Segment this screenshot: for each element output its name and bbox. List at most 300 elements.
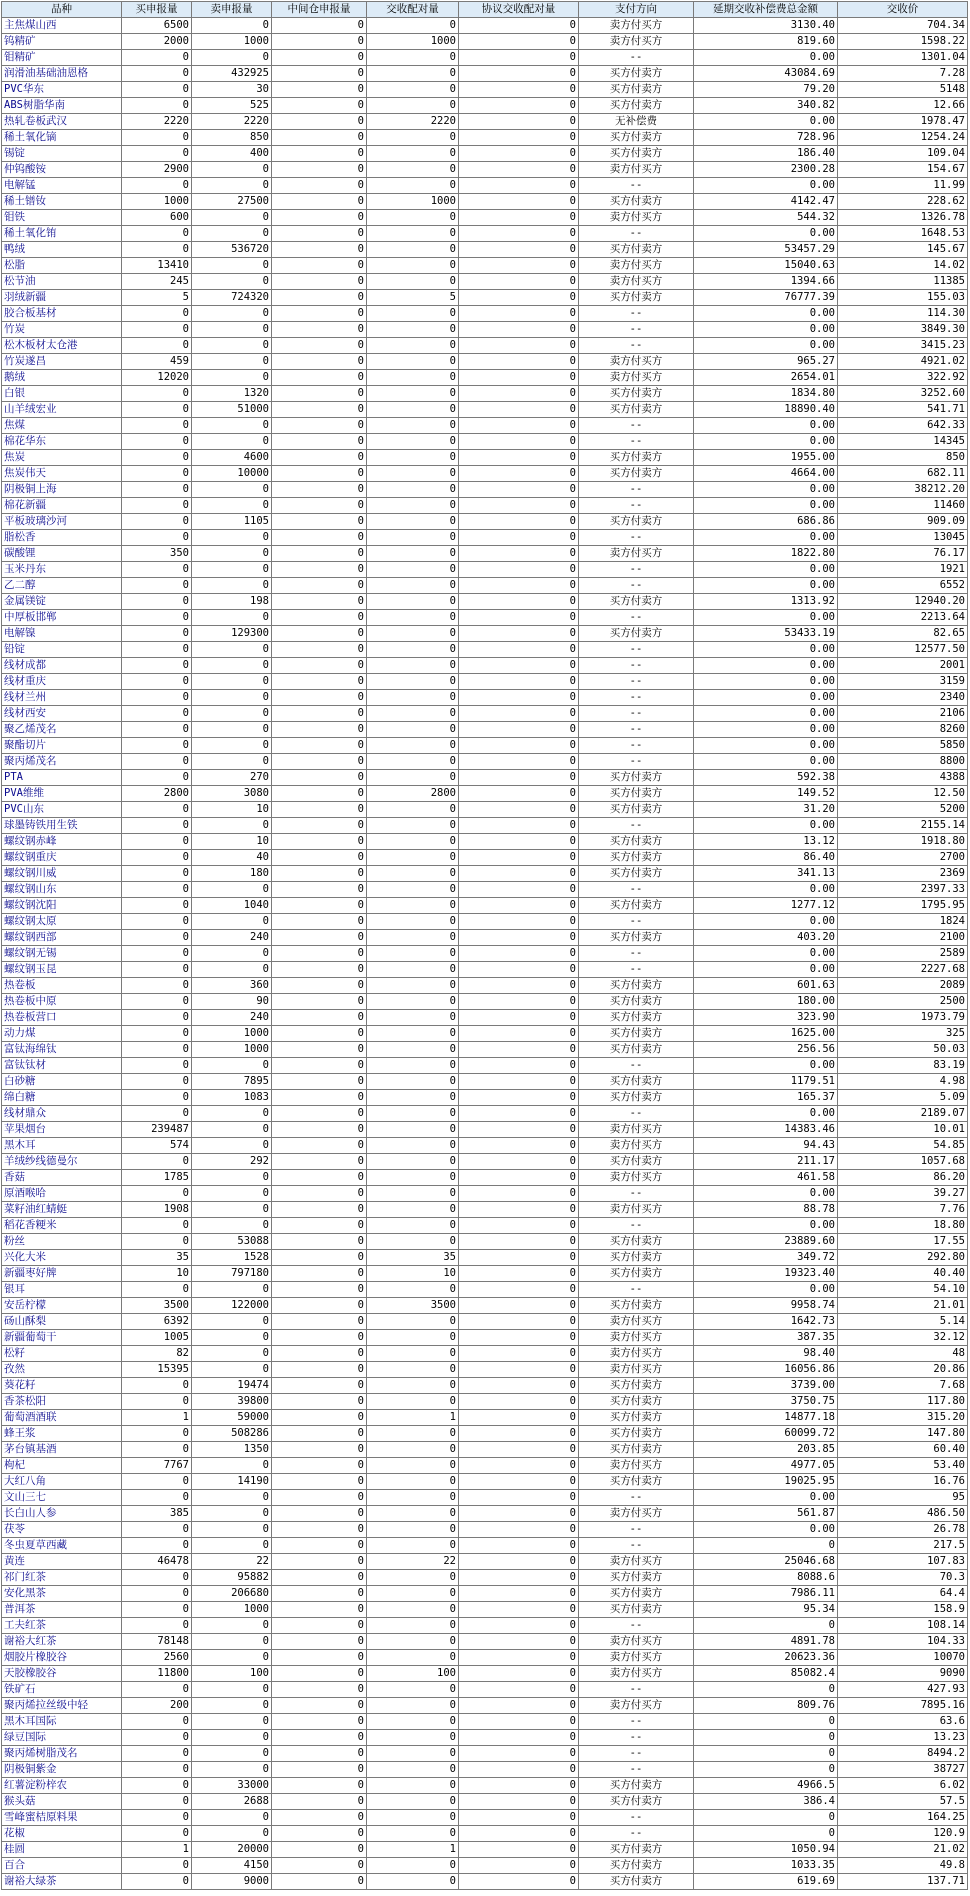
middle-qty-cell: 0 — [272, 98, 367, 114]
product-name-cell: 原酒喉哈 — [2, 1186, 122, 1202]
product-name-cell: 电解锰 — [2, 178, 122, 194]
table-row — [2, 1330, 968, 1346]
agreement-qty-cell: 0 — [459, 626, 579, 642]
pay-direction-cell: -- — [579, 1186, 694, 1202]
pay-direction-cell: 买方付卖方 — [579, 1266, 694, 1282]
pay-direction-cell: 买方付卖方 — [579, 1570, 694, 1586]
buy-qty-cell: 239487 — [122, 1122, 192, 1138]
match-qty-cell: 0 — [367, 322, 459, 338]
product-name-cell: 仲钨酸铵 — [2, 162, 122, 178]
middle-qty-cell: 0 — [272, 1218, 367, 1234]
pay-direction-cell: -- — [579, 642, 694, 658]
table-row — [2, 370, 968, 386]
sell-qty-cell: 1000 — [192, 34, 272, 50]
match-qty-cell: 0 — [367, 1170, 459, 1186]
match-qty-cell: 0 — [367, 1362, 459, 1378]
match-qty-cell: 0 — [367, 1490, 459, 1506]
pay-direction-cell: -- — [579, 338, 694, 354]
sell-qty-cell: 0 — [192, 818, 272, 834]
table-row — [2, 1442, 968, 1458]
pay-direction-cell: 买方付卖方 — [579, 1234, 694, 1250]
sell-qty-cell: 0 — [192, 1106, 272, 1122]
match-qty-cell: 0 — [367, 1458, 459, 1474]
match-qty-cell: 0 — [367, 306, 459, 322]
agreement-qty-cell: 0 — [459, 114, 579, 130]
match-qty-cell: 0 — [367, 1618, 459, 1634]
agreement-qty-cell: 0 — [459, 1122, 579, 1138]
compensation-amount-cell: 340.82 — [694, 98, 838, 114]
product-name-cell: 葵花籽 — [2, 1378, 122, 1394]
delivery-price-cell: 12940.20 — [838, 594, 968, 610]
pay-direction-cell: 卖方付买方 — [579, 1122, 694, 1138]
product-name-cell: 稻花香粳米 — [2, 1218, 122, 1234]
delivery-price-cell: 39.27 — [838, 1186, 968, 1202]
agreement-qty-cell: 0 — [459, 1314, 579, 1330]
compensation-amount-cell: 1179.51 — [694, 1074, 838, 1090]
buy-qty-cell: 0 — [122, 338, 192, 354]
agreement-qty-cell: 0 — [459, 690, 579, 706]
delivery-price-cell: 1921 — [838, 562, 968, 578]
compensation-amount-cell: 86.40 — [694, 850, 838, 866]
middle-qty-cell: 0 — [272, 978, 367, 994]
buy-qty-cell: 2000 — [122, 34, 192, 50]
buy-qty-cell: 0 — [122, 802, 192, 818]
pay-direction-cell: 买方付卖方 — [579, 82, 694, 98]
delivery-price-cell: 49.8 — [838, 1858, 968, 1874]
compensation-amount-cell: 0.00 — [694, 1282, 838, 1298]
delivery-price-cell: 5200 — [838, 802, 968, 818]
buy-qty-cell: 0 — [122, 1026, 192, 1042]
delivery-price-cell: 7.28 — [838, 66, 968, 82]
middle-qty-cell: 0 — [272, 306, 367, 322]
match-qty-cell: 0 — [367, 370, 459, 386]
middle-qty-cell: 0 — [272, 914, 367, 930]
product-name-cell: 稀土氧化镝 — [2, 130, 122, 146]
compensation-amount-cell: 4977.05 — [694, 1458, 838, 1474]
delivery-price-cell: 12.66 — [838, 98, 968, 114]
match-qty-cell: 0 — [367, 1074, 459, 1090]
table-row — [2, 1826, 968, 1842]
sell-qty-cell: 0 — [192, 1618, 272, 1634]
middle-qty-cell: 0 — [272, 1634, 367, 1650]
buy-qty-cell: 0 — [122, 1442, 192, 1458]
agreement-qty-cell: 0 — [459, 1506, 579, 1522]
match-qty-cell: 0 — [367, 658, 459, 674]
table-row — [2, 1762, 968, 1778]
middle-qty-cell: 0 — [272, 1122, 367, 1138]
product-name-cell: 棉花华东 — [2, 434, 122, 450]
match-qty-cell: 0 — [367, 530, 459, 546]
pay-direction-cell: 买方付卖方 — [579, 850, 694, 866]
product-name-cell: 胶合板基材 — [2, 306, 122, 322]
sell-qty-cell: 0 — [192, 434, 272, 450]
header-row — [2, 2, 968, 18]
table-row — [2, 322, 968, 338]
delivery-price-cell: 158.9 — [838, 1602, 968, 1618]
sell-qty-cell: 0 — [192, 1122, 272, 1138]
delivery-price-cell: 541.71 — [838, 402, 968, 418]
pay-direction-cell: 买方付卖方 — [579, 1378, 694, 1394]
product-name-cell: 铅锭 — [2, 642, 122, 658]
sell-qty-cell: 95882 — [192, 1570, 272, 1586]
match-qty-cell: 0 — [367, 1682, 459, 1698]
compensation-amount-cell: 0.00 — [694, 418, 838, 434]
middle-qty-cell: 0 — [272, 514, 367, 530]
compensation-amount-cell: 0.00 — [694, 50, 838, 66]
compensation-amount-cell: 0 — [694, 1810, 838, 1826]
sell-qty-cell: 1105 — [192, 514, 272, 530]
sell-qty-cell: 0 — [192, 338, 272, 354]
product-name-cell: 谢裕大绿茶 — [2, 1874, 122, 1890]
buy-qty-cell: 245 — [122, 274, 192, 290]
middle-qty-cell: 0 — [272, 1874, 367, 1890]
delivery-price-cell: 60.40 — [838, 1442, 968, 1458]
buy-qty-cell: 2800 — [122, 786, 192, 802]
sell-qty-cell: 0 — [192, 370, 272, 386]
middle-qty-cell: 0 — [272, 1394, 367, 1410]
agreement-qty-cell: 0 — [459, 130, 579, 146]
product-name-cell: 脂松香 — [2, 530, 122, 546]
sell-qty-cell: 0 — [192, 162, 272, 178]
compensation-amount-cell: 728.96 — [694, 130, 838, 146]
table-row — [2, 386, 968, 402]
buy-qty-cell: 0 — [122, 1234, 192, 1250]
compensation-amount-cell: 0.00 — [694, 114, 838, 130]
agreement-qty-cell: 0 — [459, 1650, 579, 1666]
table-row — [2, 546, 968, 562]
pay-direction-cell: 买方付卖方 — [579, 1010, 694, 1026]
compensation-amount-cell: 0.00 — [694, 882, 838, 898]
delivery-price-cell: 2213.64 — [838, 610, 968, 626]
table-row — [2, 482, 968, 498]
pay-direction-cell: -- — [579, 1810, 694, 1826]
compensation-amount-cell: 341.13 — [694, 866, 838, 882]
agreement-qty-cell: 0 — [459, 482, 579, 498]
product-name-cell: 富钛钛材 — [2, 1058, 122, 1074]
sell-qty-cell: 0 — [192, 754, 272, 770]
buy-qty-cell: 35 — [122, 1250, 192, 1266]
sell-qty-cell: 0 — [192, 418, 272, 434]
buy-qty-cell: 0 — [122, 690, 192, 706]
agreement-qty-cell: 0 — [459, 946, 579, 962]
pay-direction-cell: -- — [579, 1746, 694, 1762]
sell-qty-cell: 100 — [192, 1666, 272, 1682]
agreement-qty-cell: 0 — [459, 210, 579, 226]
agreement-qty-cell: 0 — [459, 738, 579, 754]
pay-direction-cell: 卖方付买方 — [579, 162, 694, 178]
table-row — [2, 722, 968, 738]
agreement-qty-cell: 0 — [459, 1394, 579, 1410]
pay-direction-cell: 卖方付买方 — [579, 274, 694, 290]
buy-qty-cell: 0 — [122, 498, 192, 514]
product-name-cell: 粉丝 — [2, 1234, 122, 1250]
pay-direction-cell: -- — [579, 882, 694, 898]
buy-qty-cell: 0 — [122, 738, 192, 754]
product-name-cell: 热轧卷板武汉 — [2, 114, 122, 130]
product-name-cell: 菜籽油红蜻蜓 — [2, 1202, 122, 1218]
table-row — [2, 834, 968, 850]
product-name-cell: 安岳柠檬 — [2, 1298, 122, 1314]
sell-qty-cell: 0 — [192, 1650, 272, 1666]
buy-qty-cell: 0 — [122, 962, 192, 978]
middle-qty-cell: 0 — [272, 210, 367, 226]
pay-direction-cell: -- — [579, 1106, 694, 1122]
buy-qty-cell: 0 — [122, 1218, 192, 1234]
product-name-cell: 葡萄酒酒联 — [2, 1410, 122, 1426]
product-name-cell: 桂圆 — [2, 1842, 122, 1858]
buy-qty-cell: 0 — [122, 994, 192, 1010]
table-row — [2, 1650, 968, 1666]
middle-qty-cell: 0 — [272, 1858, 367, 1874]
product-name-cell: 阴极铜紫金 — [2, 1762, 122, 1778]
table-row — [2, 338, 968, 354]
delivery-price-cell: 2155.14 — [838, 818, 968, 834]
pay-direction-cell: -- — [579, 1714, 694, 1730]
sell-qty-cell: 0 — [192, 1346, 272, 1362]
product-name-cell: 茅台镇基酒 — [2, 1442, 122, 1458]
product-name-cell: 烟胶片橡胶谷 — [2, 1650, 122, 1666]
table-row — [2, 466, 968, 482]
pay-direction-cell: -- — [579, 418, 694, 434]
match-qty-cell: 0 — [367, 1634, 459, 1650]
pay-direction-cell: 卖方付买方 — [579, 370, 694, 386]
product-name-cell: 兴化大米 — [2, 1250, 122, 1266]
buy-qty-cell: 0 — [122, 66, 192, 82]
buy-qty-cell: 1005 — [122, 1330, 192, 1346]
pay-direction-cell: 无补偿费 — [579, 114, 694, 130]
buy-qty-cell: 0 — [122, 1426, 192, 1442]
delivery-price-cell: 1918.80 — [838, 834, 968, 850]
middle-qty-cell: 0 — [272, 194, 367, 210]
agreement-qty-cell: 0 — [459, 642, 579, 658]
table-row — [2, 914, 968, 930]
agreement-qty-cell: 0 — [459, 306, 579, 322]
table-row — [2, 690, 968, 706]
table-row — [2, 1058, 968, 1074]
buy-qty-cell: 459 — [122, 354, 192, 370]
delivery-price-cell: 486.50 — [838, 1506, 968, 1522]
agreement-qty-cell: 0 — [459, 978, 579, 994]
pay-direction-cell: -- — [579, 498, 694, 514]
sell-qty-cell: 0 — [192, 178, 272, 194]
match-qty-cell: 0 — [367, 1122, 459, 1138]
sell-qty-cell: 1528 — [192, 1250, 272, 1266]
table-row — [2, 738, 968, 754]
compensation-amount-cell: 3750.75 — [694, 1394, 838, 1410]
middle-qty-cell: 0 — [272, 882, 367, 898]
match-qty-cell: 1 — [367, 1842, 459, 1858]
compensation-amount-cell: 0.00 — [694, 658, 838, 674]
match-qty-cell: 0 — [367, 82, 459, 98]
product-name-cell: PVA维维 — [2, 786, 122, 802]
product-name-cell: 黑木耳国际 — [2, 1714, 122, 1730]
buy-qty-cell: 2900 — [122, 162, 192, 178]
product-name-cell: 焦炭 — [2, 450, 122, 466]
pay-direction-cell: 卖方付买方 — [579, 258, 694, 274]
middle-qty-cell: 0 — [272, 418, 367, 434]
compensation-amount-cell: 544.32 — [694, 210, 838, 226]
agreement-qty-cell: 0 — [459, 994, 579, 1010]
buy-qty-cell: 0 — [122, 1730, 192, 1746]
buy-qty-cell: 0 — [122, 466, 192, 482]
sell-qty-cell: 0 — [192, 1282, 272, 1298]
agreement-qty-cell: 0 — [459, 1842, 579, 1858]
product-name-cell: 花椒 — [2, 1826, 122, 1842]
compensation-amount-cell: 165.37 — [694, 1090, 838, 1106]
agreement-qty-cell: 0 — [459, 1522, 579, 1538]
agreement-qty-cell: 0 — [459, 226, 579, 242]
sell-qty-cell: 0 — [192, 530, 272, 546]
middle-qty-cell: 0 — [272, 1458, 367, 1474]
agreement-qty-cell: 0 — [459, 1858, 579, 1874]
match-qty-cell: 0 — [367, 1650, 459, 1666]
sell-qty-cell: 4150 — [192, 1858, 272, 1874]
match-qty-cell: 0 — [367, 1330, 459, 1346]
middle-qty-cell: 0 — [272, 898, 367, 914]
buy-qty-cell: 2560 — [122, 1650, 192, 1666]
agreement-qty-cell: 0 — [459, 578, 579, 594]
delivery-price-cell: 5148 — [838, 82, 968, 98]
table-row — [2, 1474, 968, 1490]
agreement-qty-cell: 0 — [459, 834, 579, 850]
pay-direction-cell: 买方付卖方 — [579, 290, 694, 306]
sell-qty-cell: 53088 — [192, 1234, 272, 1250]
middle-qty-cell: 0 — [272, 834, 367, 850]
table-row — [2, 1778, 968, 1794]
delivery-price-cell: 228.62 — [838, 194, 968, 210]
match-qty-cell: 0 — [367, 258, 459, 274]
product-name-cell: 乙二醇 — [2, 578, 122, 594]
sell-qty-cell: 0 — [192, 946, 272, 962]
agreement-qty-cell: 0 — [459, 1042, 579, 1058]
delivery-price-cell: 109.04 — [838, 146, 968, 162]
match-qty-cell: 0 — [367, 1826, 459, 1842]
pay-direction-cell: -- — [579, 1762, 694, 1778]
pay-direction-cell: 买方付卖方 — [579, 402, 694, 418]
match-qty-cell: 0 — [367, 242, 459, 258]
header-sell-qty: 卖申报量 — [192, 2, 272, 18]
table-row — [2, 82, 968, 98]
sell-qty-cell: 270 — [192, 770, 272, 786]
compensation-amount-cell: 4891.78 — [694, 1634, 838, 1650]
agreement-qty-cell: 0 — [459, 1138, 579, 1154]
match-qty-cell: 0 — [367, 722, 459, 738]
sell-qty-cell: 206680 — [192, 1586, 272, 1602]
middle-qty-cell: 0 — [272, 258, 367, 274]
compensation-amount-cell: 16056.86 — [694, 1362, 838, 1378]
match-qty-cell: 0 — [367, 898, 459, 914]
middle-qty-cell: 0 — [272, 530, 367, 546]
table-row — [2, 1666, 968, 1682]
product-name-cell: 羽绒新疆 — [2, 290, 122, 306]
buy-qty-cell: 385 — [122, 1506, 192, 1522]
pay-direction-cell: 买方付卖方 — [579, 866, 694, 882]
product-name-cell: 锡锭 — [2, 146, 122, 162]
match-qty-cell: 5 — [367, 290, 459, 306]
match-qty-cell: 0 — [367, 1730, 459, 1746]
product-name-cell: 聚丙烯树脂茂名 — [2, 1746, 122, 1762]
match-qty-cell: 0 — [367, 1314, 459, 1330]
table-row — [2, 194, 968, 210]
product-name-cell: 铁矿石 — [2, 1682, 122, 1698]
header-product: 品种 — [2, 2, 122, 18]
sell-qty-cell: 0 — [192, 354, 272, 370]
buy-qty-cell: 0 — [122, 1058, 192, 1074]
pay-direction-cell: 卖方付买方 — [579, 1138, 694, 1154]
match-qty-cell: 0 — [367, 706, 459, 722]
table-row — [2, 1730, 968, 1746]
compensation-amount-cell: 1033.35 — [694, 1858, 838, 1874]
sell-qty-cell: 198 — [192, 594, 272, 610]
compensation-amount-cell: 386.4 — [694, 1794, 838, 1810]
agreement-qty-cell: 0 — [459, 418, 579, 434]
match-qty-cell: 3500 — [367, 1298, 459, 1314]
sell-qty-cell: 0 — [192, 1186, 272, 1202]
delivery-price-cell: 108.14 — [838, 1618, 968, 1634]
product-name-cell: 线材鼎众 — [2, 1106, 122, 1122]
agreement-qty-cell: 0 — [459, 898, 579, 914]
middle-qty-cell: 0 — [272, 1042, 367, 1058]
match-qty-cell: 0 — [367, 690, 459, 706]
agreement-qty-cell: 0 — [459, 338, 579, 354]
sell-qty-cell: 0 — [192, 1810, 272, 1826]
buy-qty-cell: 0 — [122, 1874, 192, 1890]
match-qty-cell: 0 — [367, 482, 459, 498]
sell-qty-cell: 508286 — [192, 1426, 272, 1442]
buy-qty-cell: 0 — [122, 50, 192, 66]
match-qty-cell: 0 — [367, 930, 459, 946]
table-row — [2, 994, 968, 1010]
compensation-amount-cell: 0.00 — [694, 642, 838, 658]
middle-qty-cell: 0 — [272, 18, 367, 34]
delivery-price-cell: 82.65 — [838, 626, 968, 642]
agreement-qty-cell: 0 — [459, 1170, 579, 1186]
delivery-price-cell: 14.02 — [838, 258, 968, 274]
match-qty-cell: 0 — [367, 882, 459, 898]
buy-qty-cell: 2220 — [122, 114, 192, 130]
buy-qty-cell: 0 — [122, 1394, 192, 1410]
pay-direction-cell: -- — [579, 1826, 694, 1842]
agreement-qty-cell: 0 — [459, 1218, 579, 1234]
sell-qty-cell: 4600 — [192, 450, 272, 466]
compensation-amount-cell: 7986.11 — [694, 1586, 838, 1602]
buy-qty-cell: 0 — [122, 82, 192, 98]
pay-direction-cell: 买方付卖方 — [579, 1026, 694, 1042]
agreement-qty-cell: 0 — [459, 1810, 579, 1826]
middle-qty-cell: 0 — [272, 434, 367, 450]
agreement-qty-cell: 0 — [459, 1874, 579, 1890]
agreement-qty-cell: 0 — [459, 802, 579, 818]
match-qty-cell: 0 — [367, 514, 459, 530]
middle-qty-cell: 0 — [272, 130, 367, 146]
delivery-price-cell: 5.09 — [838, 1090, 968, 1106]
delivery-price-cell: 54.85 — [838, 1138, 968, 1154]
sell-qty-cell: 0 — [192, 882, 272, 898]
compensation-amount-cell: 601.63 — [694, 978, 838, 994]
pay-direction-cell: 买方付卖方 — [579, 930, 694, 946]
match-qty-cell: 0 — [367, 594, 459, 610]
sell-qty-cell: 0 — [192, 1682, 272, 1698]
product-name-cell: 螺纹钢川威 — [2, 866, 122, 882]
sell-qty-cell: 59000 — [192, 1410, 272, 1426]
middle-qty-cell: 0 — [272, 562, 367, 578]
pay-direction-cell: 卖方付买方 — [579, 1330, 694, 1346]
table-row — [2, 1074, 968, 1090]
match-qty-cell: 0 — [367, 1474, 459, 1490]
delivery-price-cell: 11460 — [838, 498, 968, 514]
agreement-qty-cell: 0 — [459, 546, 579, 562]
delivery-price-cell: 18.80 — [838, 1218, 968, 1234]
